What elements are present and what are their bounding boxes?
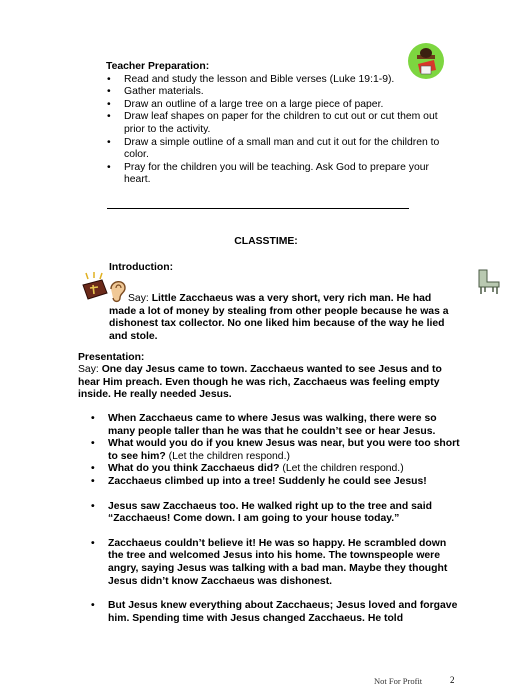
list-item: • Jesus saw Zacchaeus too. He walked right up to the tree and said “Zacchaeus! Come down. I am going to your house today.”: [90, 501, 462, 526]
teacher-prep-list: [106, 74, 444, 187]
say-label: Say:: [78, 364, 99, 375]
classtime-heading: CLASSTIME:: [234, 236, 298, 247]
list-item: • When Zacchaeus came to where Jesus was walking, there were so many people taller than he was that he couldn’t see or hear Jesus.: [90, 413, 462, 438]
list-item: • Zacchaeus couldn’t believe it! He was so happy. He scrambled down the tree and welcomed Jesus into his home. The townspeople were angry, saying Jesus was talking with a bad man. Maybe they thought Jesus didn’t know Zacchaeus was dishonest.: [90, 538, 462, 588]
list-item: • Draw a simple outline of a small man and cut it out for the children to color.: [106, 137, 444, 162]
presentation-text: [78, 364, 466, 402]
page-number: 2: [450, 675, 455, 685]
list-item: • Pray for the children you will be teaching. Ask God to prepare your heart.: [106, 162, 444, 187]
chair-icon: [473, 266, 503, 296]
introduction-text: [109, 293, 461, 343]
presentation-list: [90, 413, 462, 625]
bible-icon: [80, 271, 110, 301]
list-item: • Read and study the lesson and Bible verses (Luke 19:1-9).: [106, 74, 444, 87]
introduction-heading: Introduction:: [109, 262, 174, 273]
divider: [107, 208, 409, 209]
footer-text: Not For Profit: [374, 676, 423, 686]
list-item: • What would you do if you knew Jesus was near, but you were too short to see him? (Let the children respond.): [90, 438, 462, 463]
say-label: Say:: [128, 293, 149, 304]
list-item: • Draw leaf shapes on paper for the children to cut out or cut them out prior to the activity.: [106, 111, 444, 136]
presentation-body: One day Jesus came to town. Zacchaeus wanted to see Jesus and to hear Him preach. Even though he was rich, Zacchaeus was feeling empty inside. He really needed Jesus.: [78, 364, 442, 401]
introduction-body: Little Zacchaeus was a very short, very rich man. He had made a lot of money by stealing from other people because he was a dishonest tax collector. No one liked him because of the way he lied and stole.: [109, 293, 449, 342]
teacher-preparation: [106, 61, 444, 187]
teacher-prep-heading: Teacher Preparation:: [106, 61, 210, 72]
list-item: • Zacchaeus climbed up into a tree! Suddenly he could see Jesus!: [90, 476, 462, 489]
list-item: • But Jesus knew everything about Zacchaeus; Jesus loved and forgave him. Spending time with Jesus changed Zacchaeus. He told: [90, 600, 462, 625]
list-item: • What do you think Zacchaeus did? (Let the children respond.): [90, 463, 462, 476]
presentation-heading: Presentation:: [78, 352, 145, 363]
list-item-note: (Let the children respond.): [282, 463, 404, 475]
list-item-note: (Let the children respond.): [168, 450, 290, 462]
list-item: • Gather materials.: [106, 86, 444, 99]
list-item: • Draw an outline of a large tree on a large piece of paper.: [106, 99, 444, 112]
